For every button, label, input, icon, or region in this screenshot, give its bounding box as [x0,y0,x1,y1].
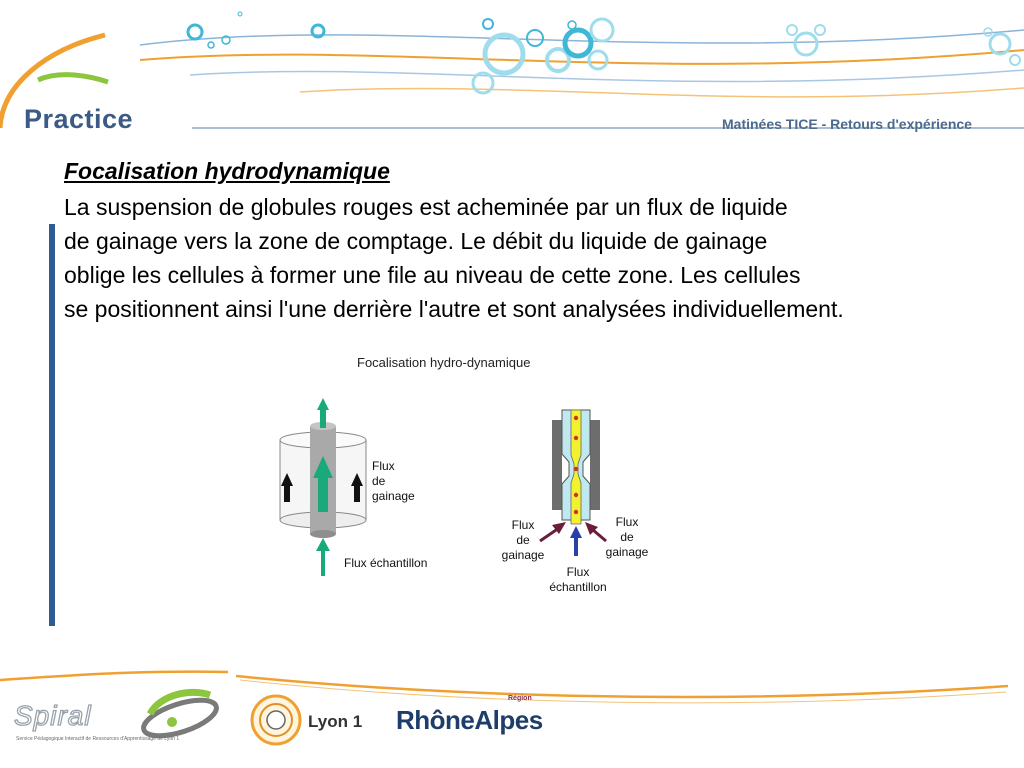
lyon1-seal [252,696,300,744]
sample-inlet-label [544,565,612,595]
sheath-inlet-arrows [540,522,606,541]
label-line: de [516,533,530,547]
region-logo-small: Région [508,695,532,702]
brand-name: Practice [24,104,134,134]
sample-inlet-arrow [570,526,582,556]
sheath-flow-label-right [604,515,650,560]
figure-title: Focalisation hydro-dynamique [357,355,531,370]
body-line: de gainage vers la zone de comptage. Le débit du liquide de gainage [64,228,768,254]
spiral-logo-text: Spiral [14,700,92,731]
sample-flow-label: Flux échantillon [344,556,428,570]
body-line: oblige les cellules à former une file au niveau de cette zone. Les cellules [64,262,801,288]
label-line: de [372,474,386,488]
sheath-flow-label [372,459,415,504]
accent-bar [49,224,55,626]
label-line: gainage [372,489,415,503]
label-line: Flux [615,515,639,529]
region-logo-text: RhôneAlpes [396,705,543,735]
hydrodynamic-focusing-figure [270,390,690,610]
header-bubbles [188,12,1020,93]
label-line: Flux [372,459,395,473]
header-subtitle: Matinées TICE - Retours d'expérience [722,116,972,132]
label-line: de [620,530,634,544]
spiral-tagline: Service Pédagogique Interactif de Ressources d'Apprentissage de Lyon 1 [16,736,180,742]
sheath-flow-label-left [500,518,546,563]
nozzle-diagram [552,410,600,524]
footer-decorative-lines [0,672,1008,703]
label-line: Flux [511,518,535,532]
label-line: Flux [566,565,590,579]
university-name: Lyon 1 [308,712,363,731]
slide-heading: Focalisation hydrodynamique [64,158,390,184]
label-line: échantillon [549,580,607,594]
label-line: gainage [605,545,649,559]
label-line: gainage [501,548,545,562]
body-line: se positionnent ainsi l'une derrière l'autre et sont analysées individuellement. [64,296,844,322]
body-line: La suspension de globules rouges est acheminée par un flux de liquide [64,194,788,220]
header-decorative-lines [140,30,1024,128]
